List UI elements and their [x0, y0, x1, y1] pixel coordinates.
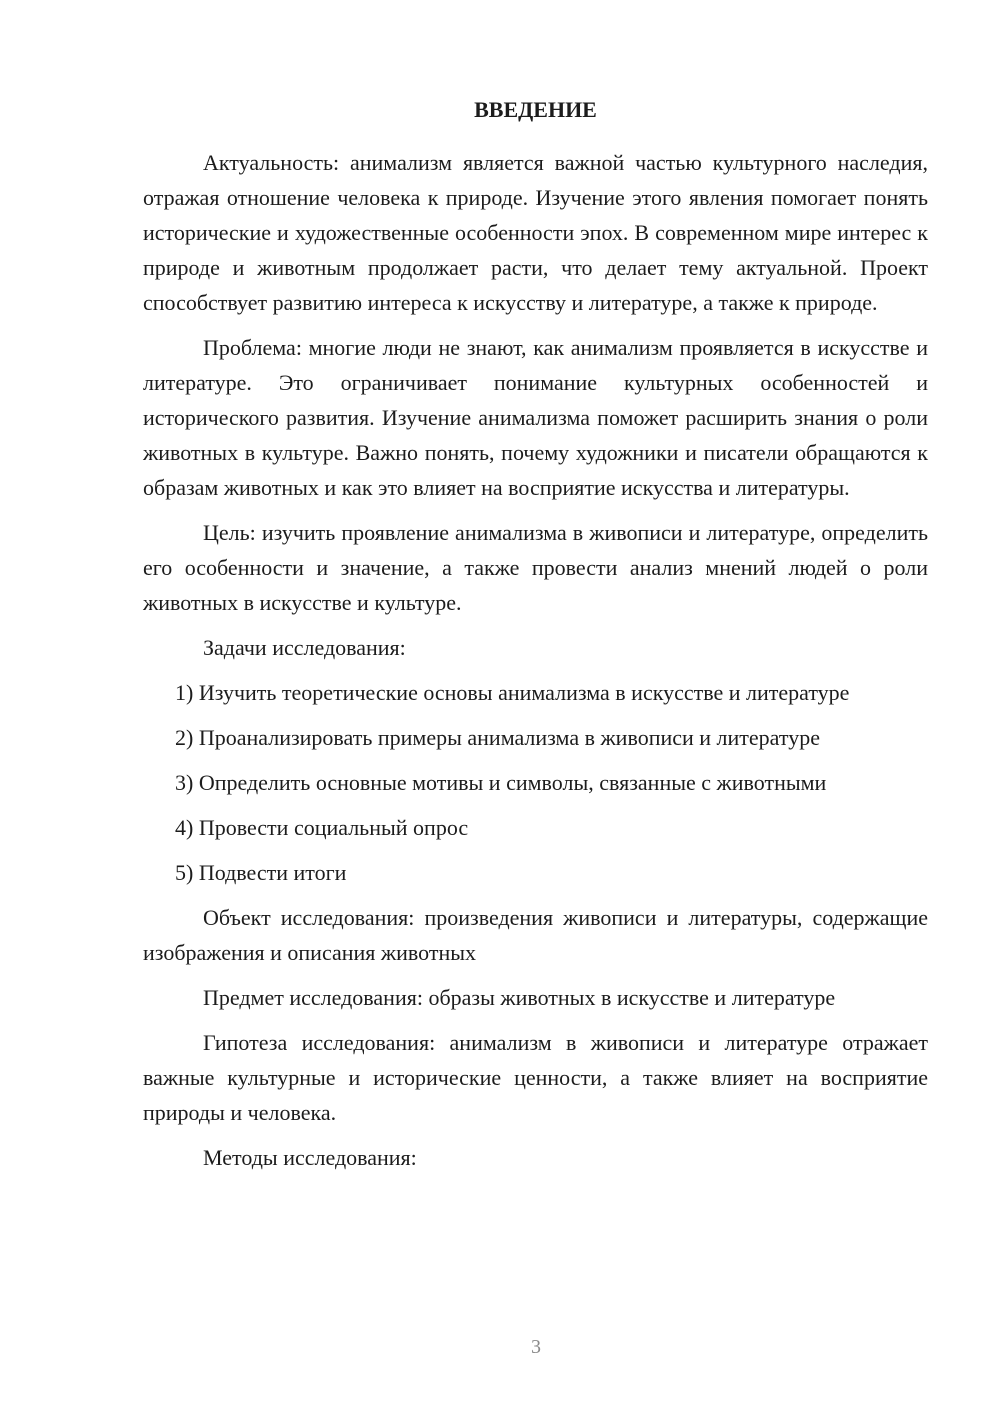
paragraph-relevance: Актуальность: анимализм является важной частью культурного наследия, отражая отношение человека к природе. Изучение этого явления помогает понять исторические и художественные особенности эпох. В современном мире интерес к природе и животным продолжает расти, что делает тему актуальной. Проект способствует развитию интереса к искусству и литературе, а также к природе.	[143, 150, 928, 315]
paragraph-problem: Проблема: многие люди не знают, как анимализм проявляется в искусстве и литературе. Это ограничивает понимание культурных особенностей и исторического развития. Изучение анимализма поможет расширить знания о роли животных в культуре. Важно понять, почему художники и писатели обращаются к образам животных и как это влияет на восприятие искусства и литературы.	[143, 335, 928, 500]
list-item: 4) Провести социальный опрос	[175, 815, 469, 840]
tasks-list	[143, 675, 928, 890]
paragraph-hypothesis: Гипотеза исследования: анимализм в живописи и литературе отражает важные культурные и исторические ценности, а также влияет на восприятие природы и человека.	[143, 1030, 928, 1125]
list-item: 5) Подвести итоги	[175, 860, 347, 885]
paragraph-subject: Предмет исследования: образы животных в искусстве и литературе	[203, 985, 836, 1010]
paragraph-object: Объект исследования: произведения живописи и литературы, содержащие изображения и описания животных	[143, 905, 928, 965]
list-item: 2) Проанализировать примеры анимализма в живописи и литературе	[175, 725, 820, 750]
tasks-heading: Задачи исследования:	[203, 635, 406, 660]
paragraph-goal: Цель: изучить проявление анимализма в живописи и литературе, определить его особенности и значение, а также провести анализ мнений людей о роли животных в искусстве и культуре.	[143, 520, 928, 615]
page-number: 3	[531, 1336, 541, 1358]
page-title: ВВЕДЕНИЕ	[474, 97, 597, 122]
methods-heading: Методы исследования:	[203, 1145, 417, 1170]
list-item: 1) Изучить теоретические основы анимализма в искусстве и литературе	[175, 680, 850, 705]
list-item: 3) Определить основные мотивы и символы, связанные с животными	[175, 770, 827, 795]
page-content	[143, 92, 928, 1185]
